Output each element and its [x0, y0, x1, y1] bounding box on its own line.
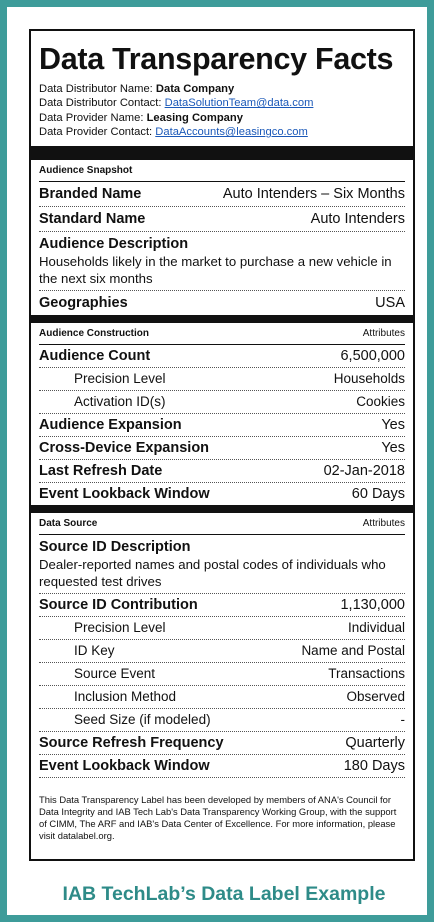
row-label: Event Lookback Window: [39, 757, 210, 774]
geographies-row: [39, 291, 405, 315]
distributor-name-label: Data Distributor Name:: [39, 83, 156, 95]
attribute-row: [39, 755, 405, 778]
section-header-snapshot: [39, 160, 405, 182]
row-value: USA: [375, 294, 405, 311]
construction-rows: [39, 345, 405, 505]
row-value: Households: [333, 371, 405, 387]
provider-name-label: Data Provider Name:: [39, 111, 147, 124]
row-label: Cross-Device Expansion: [39, 439, 210, 456]
row-value: Transactions: [328, 666, 405, 682]
row-label: Branded Name: [39, 185, 142, 202]
row-label: Source ID Contribution: [39, 596, 198, 613]
attribute-row: [39, 345, 405, 368]
row-label: ID Key: [74, 643, 115, 659]
row-value: 6,500,000: [340, 347, 405, 364]
audience-description-block: [39, 232, 405, 291]
provider-name-value: Leasing Company: [146, 111, 243, 124]
row-value: 1,130,000: [340, 596, 405, 613]
row-value: 60 Days: [351, 485, 405, 502]
section-title: Audience Snapshot: [39, 164, 133, 176]
section-attributes-label: Attributes: [362, 327, 405, 339]
distributor-contact-link[interactable]: DataSolutionTeam@data.com: [164, 97, 314, 110]
page-title: Data Transparency Facts: [39, 42, 394, 76]
attribute-row: [39, 437, 405, 460]
row-label: Precision Level: [74, 620, 166, 636]
detail-row: [39, 640, 405, 663]
description-label: Source ID Description: [39, 538, 191, 555]
attribute-row: [39, 414, 405, 437]
row-value: Yes: [381, 439, 405, 456]
row-label: Audience Expansion: [39, 416, 182, 433]
row-label: Event Lookback Window: [39, 485, 210, 502]
distributor-contact-label: Data Distributor Contact:: [39, 97, 165, 110]
row-value: Individual: [347, 620, 405, 636]
distributor-contact-row: [39, 96, 405, 110]
section-header-source: [39, 513, 405, 535]
attribute-row: [39, 460, 405, 483]
section-header-construction: [39, 323, 405, 345]
footnote: This Data Transparency Label has been developed by members of ANA's Council for Data Integrity and IAB Tech Lab's Data Transparency Working Group, with the support of CIMM, The ARF and IAB's Data Center of Excellence. For more information, please visit datalabel.org.: [39, 793, 397, 842]
section-divider: [31, 315, 413, 323]
source-rows: [39, 594, 405, 778]
attribute-row: [39, 594, 405, 617]
row-value: 180 Days: [343, 757, 405, 774]
section-divider-thick: [31, 146, 413, 160]
row-label: Activation ID(s): [74, 394, 166, 410]
section-title: Audience Construction: [39, 327, 150, 339]
row-value: Cookies: [356, 394, 405, 410]
meta-block: [39, 82, 405, 140]
detail-row: [39, 368, 405, 391]
row-label: Source Event: [74, 666, 156, 682]
row-label: Last Refresh Date: [39, 462, 163, 479]
row-value: Observed: [346, 689, 405, 705]
branded-name-row: [39, 182, 405, 207]
attribute-row: [39, 483, 405, 505]
data-label-card: [29, 29, 415, 861]
provider-name-row: [39, 111, 405, 125]
distributor-name-value: Data Company: [155, 83, 235, 95]
row-value: Yes: [381, 416, 405, 433]
description-text: Dealer-reported names and postal codes of individuals who requested test drives: [39, 556, 386, 589]
row-label: Seed Size (if modeled): [74, 712, 211, 728]
row-value: Auto Intenders: [310, 210, 405, 227]
row-label: Inclusion Method: [74, 689, 177, 705]
row-label: Source Refresh Frequency: [39, 734, 224, 751]
distributor-name-row: [39, 82, 405, 96]
standard-name-row: [39, 207, 405, 232]
section-divider: [31, 505, 413, 513]
row-value: -: [400, 712, 405, 728]
detail-row: [39, 663, 405, 686]
row-value: 02-Jan-2018: [323, 462, 405, 479]
figure-caption: IAB TechLab’s Data Label Example: [62, 883, 386, 905]
provider-contact-row: [39, 125, 405, 139]
description-label: Audience Description: [39, 235, 189, 252]
row-label: Precision Level: [74, 371, 166, 387]
detail-row: [39, 686, 405, 709]
provider-contact-link[interactable]: DataAccounts@leasingco.com: [155, 126, 308, 139]
description-text: Households likely in the market to purchase a new vehicle in the next six months: [39, 253, 392, 286]
section-title: Data Source: [39, 517, 98, 529]
row-label: Audience Count: [39, 347, 151, 364]
row-value: Auto Intenders – Six Months: [222, 185, 405, 202]
detail-row: [39, 391, 405, 414]
provider-contact-label: Data Provider Contact:: [39, 126, 156, 139]
row-label: Standard Name: [39, 210, 146, 227]
source-description-block: [39, 535, 405, 594]
row-label: Geographies: [39, 294, 128, 311]
detail-row: [39, 617, 405, 640]
row-value: Name and Postal: [301, 643, 405, 659]
row-value: Quarterly: [345, 734, 405, 751]
detail-row: [39, 709, 405, 732]
attribute-row: [39, 732, 405, 755]
section-attributes-label: Attributes: [362, 517, 405, 529]
